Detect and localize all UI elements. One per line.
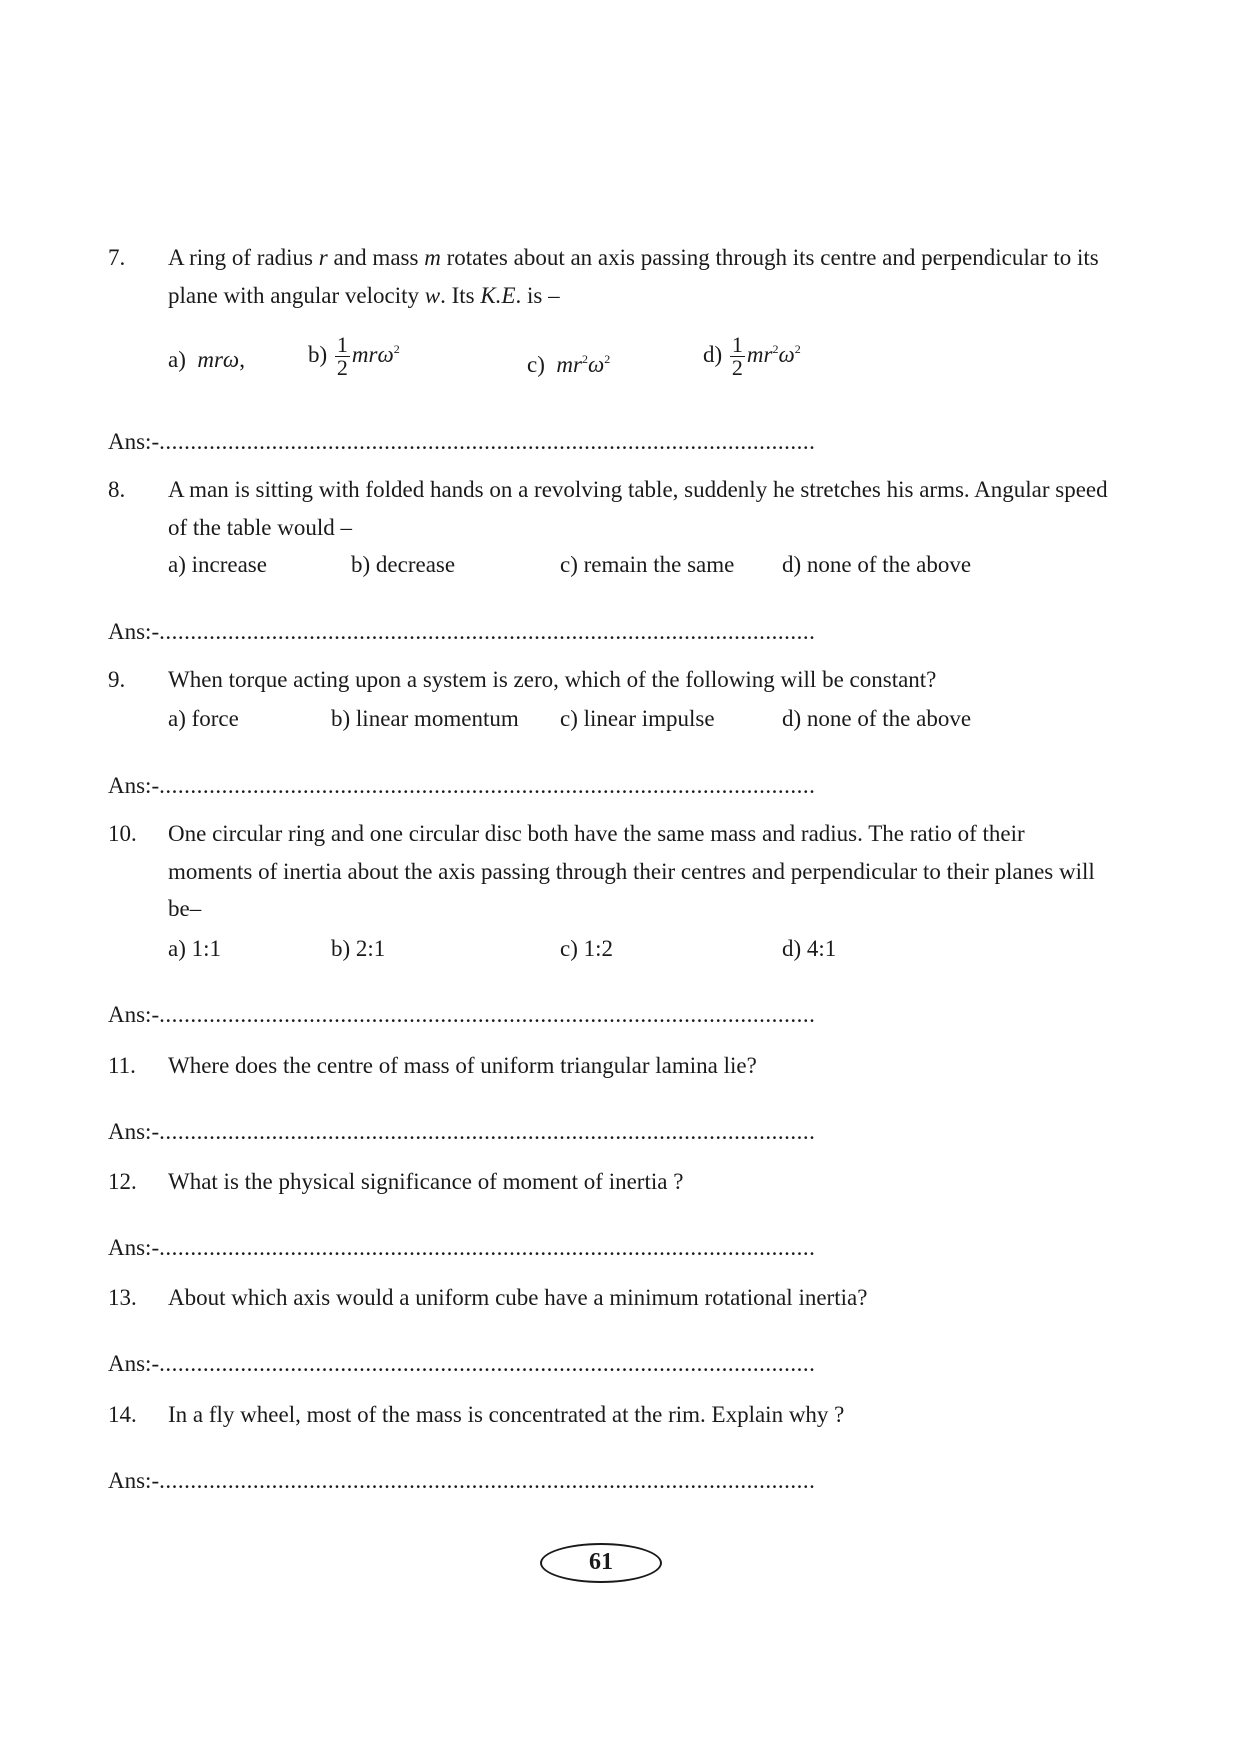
question-7 [108,239,1108,314]
question-8-options [168,546,1068,583]
question-13 [108,1279,1108,1317]
question-8 [108,471,1108,546]
option-c: c) remain the same [560,552,735,577]
question-number: 9. [108,667,126,692]
option-d: d) $\frac{1}{2}$ $mr^2\omega^2$ [703,332,801,381]
question-text: A ring of radius r and mass m rotates about an axis passing through its centre and perpendicular to its plane with angular velocity w. Its K.E. is – [168,245,1099,308]
question-9 [108,661,1108,699]
question-text: About which axis would a uniform cube have a minimum rotational inertia? [168,1285,868,1310]
option-d: d) none of the above [782,552,972,577]
question-text: Where does the centre of mass of uniform triangular lamina lie? [168,1053,757,1078]
question-number: 7. [108,245,126,270]
answer-line-12[interactable]: Ans:-......................................................................................................... [108,1235,816,1260]
question-text: In a fly wheel, most of the mass is concentrated at the rim. Explain why ? [168,1402,845,1427]
question-10-options [168,930,1068,967]
option-c: c) linear impulse [560,706,715,731]
question-11 [108,1047,1108,1085]
answer-line-14[interactable]: Ans:-......................................................................................................... [108,1468,816,1493]
question-14 [108,1396,1108,1434]
page-number: 61 [540,1543,662,1583]
answer-line-11[interactable]: Ans:-......................................................................................................... [108,1119,816,1144]
question-text: What is the physical significance of moment of inertia ? [168,1169,684,1194]
option-b: b) 2:1 [331,936,386,961]
option-a: a) force [168,706,239,731]
answer-line-8[interactable]: Ans:-......................................................................................................... [108,619,816,644]
question-text: When torque acting upon a system is zero, which of the following will be constant? [168,667,937,692]
answer-line-13[interactable]: Ans:-......................................................................................................... [108,1351,816,1376]
option-c: c) 1:2 [560,936,614,961]
question-12 [108,1163,1108,1201]
option-d: d) 4:1 [782,936,837,961]
question-10 [108,815,1108,928]
answer-line-10[interactable]: Ans:-......................................................................................................... [108,1002,816,1027]
question-number: 11. [108,1053,136,1078]
question-number: 14. [108,1402,137,1427]
question-9-options [168,700,1068,737]
question-number: 10. [108,821,137,846]
fraction: $\frac{1}{2}$ [731,332,743,381]
option-a: a) mrω, [168,347,245,372]
option-b: b) linear momentum [331,706,519,731]
question-7-options [168,332,868,381]
question-number: 8. [108,477,126,502]
question-text: A man is sitting with folded hands on a revolving table, suddenly he stretches his arms. Angular speed of the table would – [168,477,1108,540]
option-a: a) increase [168,552,267,577]
answer-line-7[interactable]: Ans:-......................................................................................................... [108,429,816,454]
answer-line-9[interactable]: Ans:-......................................................................................................... [108,773,816,798]
option-b: b) $\frac{1}{2}$ mrω$^2$ [308,332,400,381]
option-a: a) 1:1 [168,936,222,961]
option-c: c) $mr^2\omega^2$ [527,352,611,377]
question-number: 12. [108,1169,137,1194]
fraction: $\frac{1}{2}$ [336,332,348,381]
question-text: One circular ring and one circular disc both have the same mass and radius. The ratio of their moments of inertia about the axis passing through their centres and perpendicular to their planes will be– [168,821,1095,921]
question-number: 13. [108,1285,137,1310]
option-d: d) none of the above [782,706,972,731]
option-b: b) decrease [351,552,456,577]
